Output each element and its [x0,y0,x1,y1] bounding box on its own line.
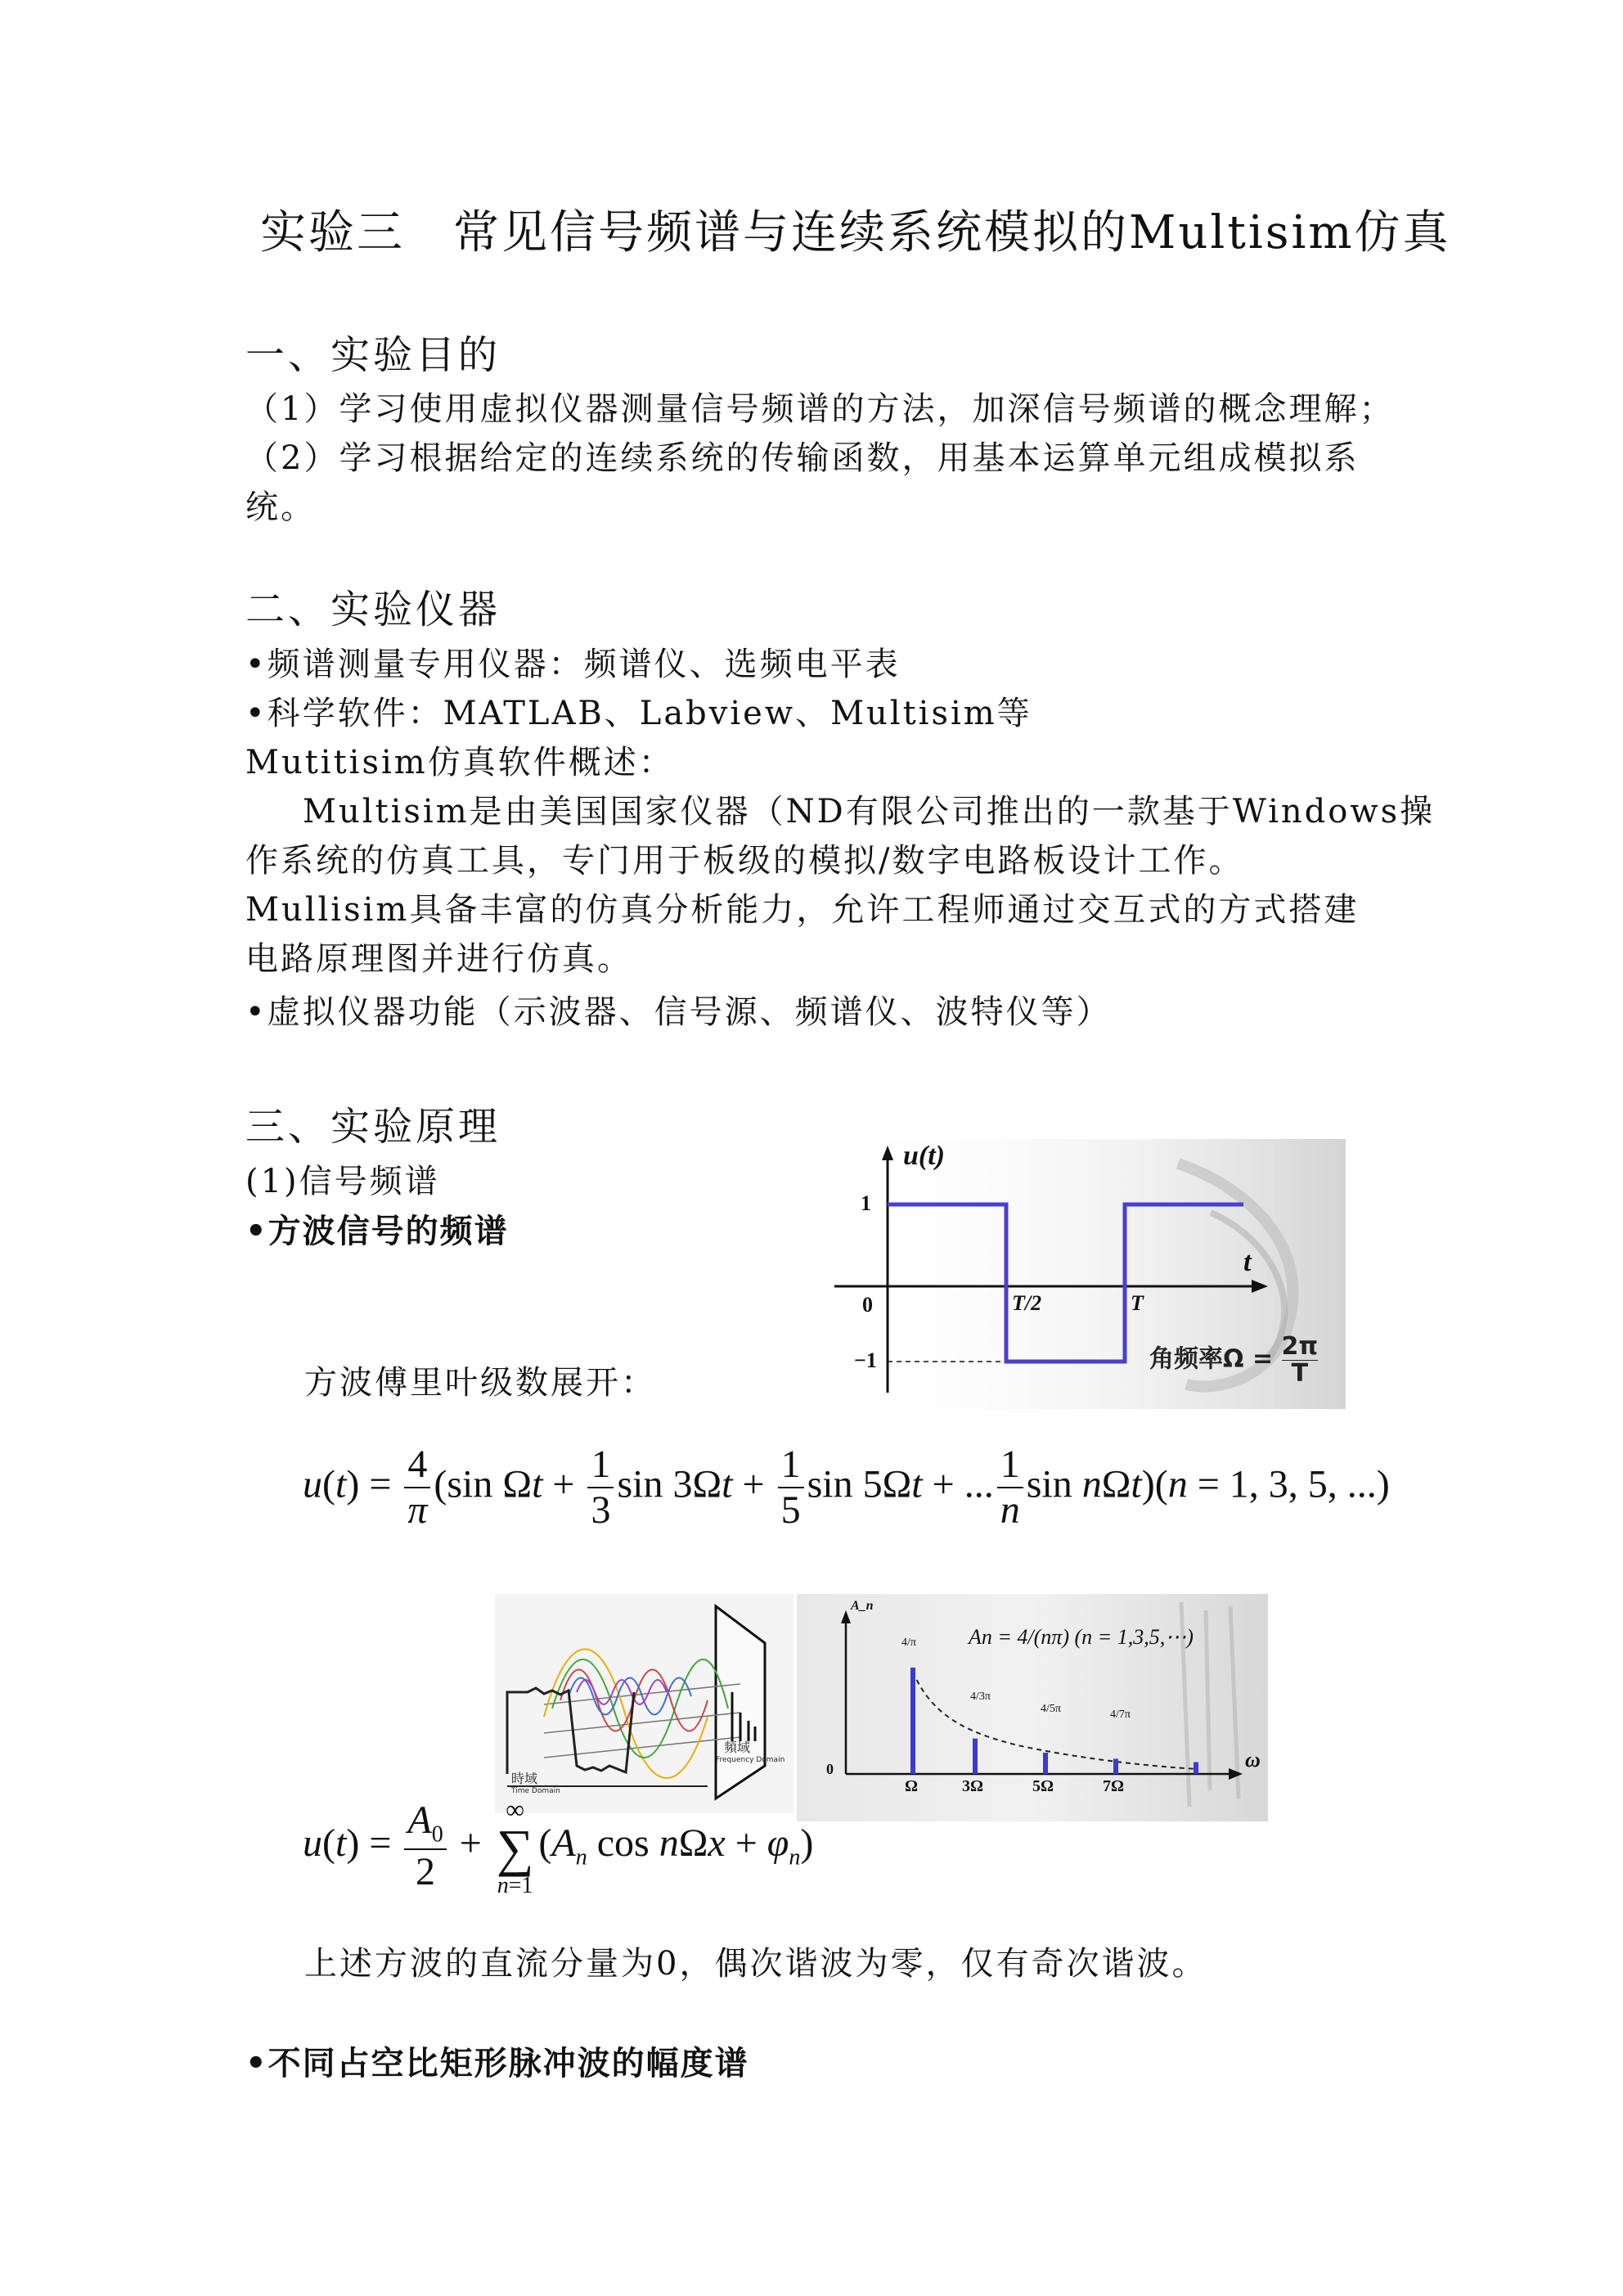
bar-value-label: 4/5π [1041,1703,1061,1715]
angular-frequency-numerator: 2π [1281,1332,1319,1361]
spectrum-bar [973,1739,978,1774]
purpose-line-2: （2）学习根据给定的连续系统的传输函数，用基本运算单元组成模拟系 [245,439,1360,477]
multisim-paragraph-line-3: Mullisim具备丰富的仿真分析能力，允许工程师通过交互式的方式搭建 [245,891,1360,929]
fourier-series-label: 方波傅里叶级数展开： [304,1364,656,1402]
section-heading-purpose: 一、实验目的 [245,332,501,378]
subheading-signal-spectrum: (1)信号频谱 [245,1163,440,1200]
section-heading-instruments: 二、实验仪器 [245,587,501,633]
purpose-line-1: （1）学习使用虚拟仪器测量信号频谱的方法，加深信号频谱的概念理解； [245,390,1395,428]
bar-value-label: 4/3π [970,1690,991,1703]
x-tick-label: 5Ω [1032,1777,1054,1795]
spectrum-bar [1113,1758,1118,1774]
dc-component-note: 上述方波的直流分量为0，偶次谐波为零，仅有奇次谐波。 [304,1945,1207,1983]
tick-label-one: 1 [861,1191,871,1215]
general-fourier-equation: u(t) = $\frac{A_0}{2}$ + ∞ ∑ n=1 ($A_n$ $\cos n\Omega x + \varphi_n$) [303,1794,814,1898]
tick-label-period: T [1131,1291,1144,1315]
nth-harmonic-fraction: $\frac{1}{n}$ [997,1444,1023,1532]
time-domain-label: 時域 [511,1771,538,1786]
square-wave-figure [826,1139,1346,1409]
section-heading-principle: 三、实验原理 [245,1104,501,1150]
bar-value-label: 4/π [901,1636,916,1649]
time-frequency-domain-figure [495,1594,794,1813]
multisim-overview-title: Mutitisim仿真软件概述： [245,744,674,781]
angular-frequency-note [1149,1334,1318,1386]
instrument-bullet-3: •虚拟仪器功能（示波器、信号源、频谱仪、波特仪等） [245,993,1112,1031]
multisim-paragraph-line-4: 电路原理图并进行仿真。 [245,940,632,978]
spectrum-y-axis-label: A_n [851,1599,874,1613]
time-domain-english: Time Domain [511,1787,560,1795]
spectrum-bar [910,1668,915,1774]
amplitude-formula: An = 4/(nπ) (n = 1,3,5,⋯) [969,1625,1194,1649]
fifth-harmonic-fraction: $\frac{1}{5}$ [778,1444,804,1532]
x-tick-label: Ω [905,1777,919,1795]
instrument-bullet-1: •频谱测量专用仪器：频谱仪、选频电平表 [245,646,901,683]
tick-label-zero: 0 [862,1293,873,1317]
tick-label-half-period: T/2 [1012,1291,1042,1315]
y-axis-label: u(t) [903,1141,945,1171]
third-harmonic-fraction: $\frac{1}{3}$ [587,1444,614,1532]
spectrum-x-axis-label: ω [1245,1748,1261,1772]
instrument-bullet-2: •科学软件：MATLAB、Labview、Multisim等 [245,695,1032,732]
angular-frequency-fraction [1282,1334,1319,1386]
multisim-paragraph-line-2: 作系统的仿真工具，专门用于板级的模拟/数字电路板设计工作。 [245,842,1244,880]
tick-label-neg-one: −1 [854,1348,877,1372]
summation-symbol: ∞ ∑ n=1 [496,1794,534,1898]
dc-term-fraction: $\frac{A_0}{2}$ [404,1800,446,1893]
spectrum-bar [1194,1763,1198,1774]
amplitude-spectrum-figure [797,1594,1268,1821]
coefficient-fraction: $\frac{4}{\pi}$ [404,1444,430,1532]
purpose-line-3: 统。 [245,488,316,526]
spectrum-bar [1043,1753,1048,1774]
spectrum-origin-label: 0 [826,1761,834,1777]
x-tick-label: 7Ω [1103,1777,1125,1795]
bar-value-label: 4/7π [1110,1708,1131,1721]
bullet-square-wave-spectrum: •方波信号的频谱 [245,1212,509,1250]
x-axis-label: t [1243,1247,1252,1277]
x-tick-label: 3Ω [962,1777,984,1795]
angular-frequency-label: 角频率Ω = [1149,1344,1274,1374]
bullet-pulse-amplitude-spectrum: •不同占空比矩形脉冲波的幅度谱 [245,2044,749,2082]
fourier-series-equation: u(t) = $\frac{4}{\pi}$ (sin Ωt + $\frac{1}{3}$ sin 3Ωt + $\frac{1}{5}$ sin 5Ωt + ... $\frac{1}{n}$ sin nΩt)(n = 1, 3, 5, ...) [303,1443,1390,1533]
page-title: 实验三 常见信号频谱与连续系统模拟的Multisim仿真 [260,206,1451,259]
multisim-paragraph-line-1: Multisim是由美国国家仪器（ND有限公司推出的一款基于Windows操 [303,793,1436,831]
frequency-domain-english: Frequency Domain [716,1756,785,1764]
frequency-domain-label: 頻域 [724,1740,751,1755]
angular-frequency-denominator: T [1291,1358,1309,1388]
